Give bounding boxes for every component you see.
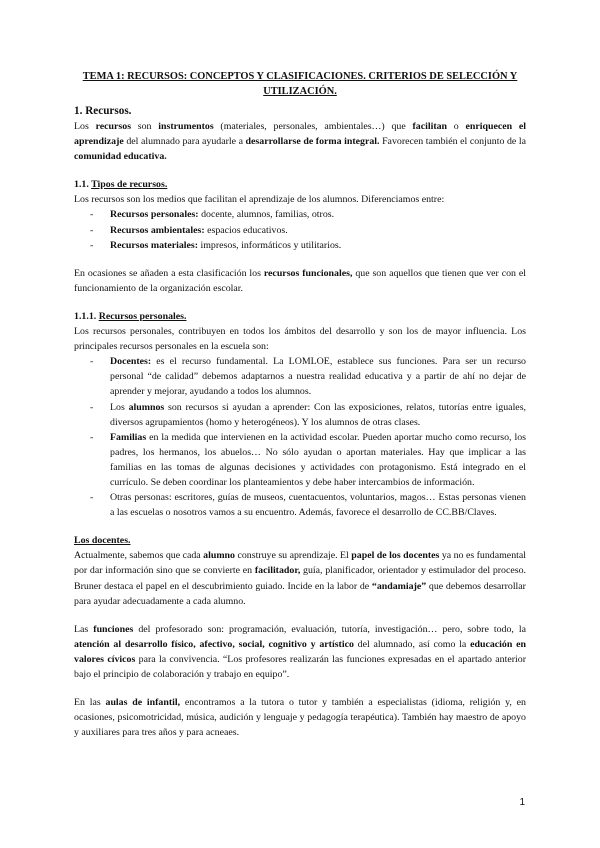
section-heading-tipos: 1.1. Tipos de recursos. [74, 179, 168, 191]
paragraph-personales-intro: Los recursos personales, contribuyen en todos los ámbitos del desarrollo y son los de mayor influencia. Los principales recursos personales en la escuela son: [74, 326, 526, 353]
section-heading-recursos: 1. Recursos. [74, 105, 132, 117]
list-item: - Recursos personales: docente, alumnos, familias, otros. [110, 207, 526, 222]
list-item: - Recursos ambientales: espacios educativos. [110, 223, 526, 238]
section-heading-recursos-personales: 1.1.1. Recursos personales. [74, 310, 187, 322]
list-item: - Recursos materiales: impresos, informáticos y utilitarios. [110, 238, 526, 253]
paragraph-docentes-funciones: Las funciones del profesorado son: programación, evaluación, tutoría, investigación… pero, sobre todo, la atención al desarrollo físico, afectivo, social, cognitivo y artístico del alumnado, así como la educación en valores cívicos para la convivencia. “Los profesores realizarán las funciones expresadas en el apartado anterior bajo el principio de colaboración y trabajo en equipo”. [74, 623, 526, 680]
paragraph-recursos-definition: Los recursos son instrumentos (materiales, personales, ambientales…) que facilitan o enriquecen el aprendizaje del alumnado para ayudarle a desarrollarse de forma integral. Favorecen también el conjunto de la comunidad educativa. [74, 121, 526, 163]
paragraph-tipos-intro: Los recursos son los medios que facilitan el aprendizaje de los alumnos. Diferenciamos entre: [74, 194, 445, 206]
paragraph-aulas-infantil: En las aulas de infantil, encontramos a la tutora o tutor y también a especialistas (idioma, religión y, en ocasiones, psicomotricidad, música, audición y lenguaje y pedagogía terapéutica). También hay maestro de apoyo y auxiliares para tres años y para acneaes. [74, 697, 526, 739]
document-page [74, 70, 526, 740]
list-item: - Otras personas: escritores, guías de museos, cuentacuentos, voluntarios, magos… Estas personas vienen a las escuelas o nosotros vamos a su encuentro. Además, favorece el desarrollo de CC.BB/Claves. [110, 490, 526, 520]
page-number: 1 [519, 797, 525, 808]
list-item: - Familias en la medida que intervienen en la actividad escolar. Pueden aportar mucho como recurso, los padres, los hermanos, los abuelos… No sólo ayudan o aportan materiales. Hay que implicar a las familias en las tomas de algunas decisiones y actividades con protagonismo. Está integrado en el currículo. Se deben coordinar los planteamientos y debe haber intercambios de información. [110, 430, 526, 490]
list-tipos [74, 207, 526, 252]
paragraph-recursos-funcionales: En ocasiones se añaden a esta clasificación los recursos funcionales, que son aquellos que tienen que ver con el funcionamiento de la organización escolar. [74, 267, 526, 294]
list-item: - Los alumnos son recursos si ayudan a aprender: Con las exposiciones, relatos, tutorías entre iguales, diversos agrupamientos (homo y heterogéneos). Y los alumnos de otras clases. [110, 400, 526, 430]
list-recursos-personales [74, 354, 526, 520]
section-heading-docentes: Los docentes. [74, 535, 131, 547]
paragraph-docentes-papel: Actualmente, sabemos que cada alumno construye su aprendizaje. El papel de los docentes ya no es fundamental por dar información sino que se convierte en facilitador, guía, planificador, orientador y estimulador del proceso. Bruner destaca el papel en el descubrimiento guiado. Incide en la labor de “andamiaje” que debemos desarrollar para ayudar adecuadamente a cada alumno. [74, 550, 526, 607]
document-title: TEMA 1: RECURSOS: CONCEPTOS Y CLASIFICACIONES. CRITERIOS DE SELECCIÓN Y UTILIZACIÓN. [82, 71, 518, 97]
list-item: - Docentes: es el recurso fundamental. La LOMLOE, establece sus funciones. Para ser un recurso personal “de calidad” debemos adaptarnos a nuestra realidad educativa y a partir de ahí no dejar de aprender y mejorar, ayudando a todos los alumnos. [110, 354, 526, 399]
